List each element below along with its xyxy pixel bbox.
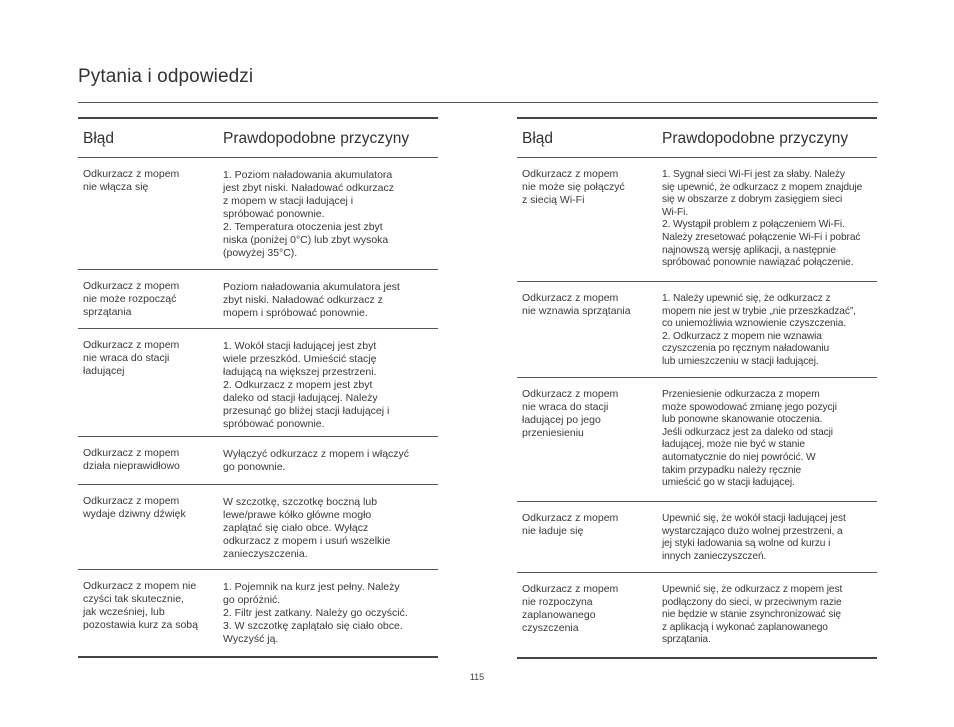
causes-cell: Upewnić się, że wokół stacji ładującej jest wystarczająco dużo wolnej przestrzeni, a jej styki ładowania są wolne od kurzu i innych zanieczyszczeń. (662, 513, 846, 562)
causes-cell: 1. Sygnał sieci Wi-Fi jest za słaby. Należy się upewnić, że odkurzacz z mopem znajduje się w obszarze z dobrym zasięgiem sieci Wi-Fi. 2. Wystąpił problem z połączeniem Wi-Fi. Należy zresetować połączenie Wi-Fi i pobrać najnowszą wersję aplikacji, a następnie spróbować ponownie nawiązać połączenie. (662, 169, 863, 269)
table-row (78, 329, 438, 437)
causes-cell: Poziom naładowania akumulatora jest zbyt niski. Naładować odkurzacz z mopem i spróbować ponownie. (223, 281, 400, 319)
header-causes: Prawdopodobne przyczyny (662, 129, 849, 147)
troubleshooting-table-right (517, 117, 877, 659)
troubleshooting-table-left (78, 117, 438, 658)
error-cell: Odkurzacz z mopem nie rozpoczyna zaplanowanego czyszczenia (522, 583, 619, 634)
causes-cell: Upewnić się, że odkurzacz z mopem jest podłączony do sieci, w przeciwnym razie nie będzie w stanie zsynchronizować się z aplikacją i wykonać zaplanowanego sprzątania. (662, 584, 843, 646)
error-cell: Odkurzacz z mopem wydaje dziwny dźwięk (83, 495, 186, 520)
table-row (517, 573, 877, 659)
table-header (517, 119, 877, 158)
table-row (78, 437, 438, 485)
table-row (517, 378, 877, 502)
table-row (517, 282, 877, 378)
causes-cell: Przeniesienie odkurzacza z mopem może spowodować zmianę jego pozycji lub ponowne skanowanie otoczenia. Jeśli odkurzacz jest za daleko od stacji ładującej, może nie być w stanie automatycznie do niej powrócić. W takim przypadku należy ręcznie umieścić go w stacji ładującej. (662, 389, 837, 489)
title-divider (78, 102, 878, 103)
error-cell: Odkurzacz z mopem działa nieprawidłowo (83, 447, 180, 472)
causes-cell: 1. Należy upewnić się, że odkurzacz z mopem nie jest w trybie „nie przeszkadzać”, co uniemożliwia wznowienie czyszczenia. 2. Odkurzacz z mopem nie wznawia czyszczenia po ręcznym naładowaniu lub umieszczeniu w stacji ładującej. (662, 293, 856, 367)
page-number: 115 (469, 672, 485, 682)
error-cell: Odkurzacz z mopem nie wraca do stacji ładującej po jego przeniesieniu (522, 388, 619, 439)
table-row (78, 158, 438, 270)
error-cell: Odkurzacz z mopem nie wznawia sprzątania (522, 292, 631, 317)
causes-cell: W szczotkę, szczotkę boczną lub lewe/prawe kółko główne mogło zaplątać się ciało obce. Wyłącz odkurzacz z mopem i usuń wszelkie zanieczyszczenia. (223, 496, 391, 560)
table-row (517, 502, 877, 573)
table-row (78, 570, 438, 658)
error-cell: Odkurzacz z mopem nie wraca do stacji ładującej (83, 339, 180, 377)
causes-cell: 1. Wokół stacji ładującej jest zbyt wiele przeszkód. Umieścić stację ładującą na większej przestrzeni. 2. Odkurzacz z mopem jest zbyt daleko od stacji ładującej. Należy przesunąć go bliżej stacji ładującej i spróbować ponownie. (223, 340, 390, 430)
header-causes: Prawdopodobne przyczyny (223, 129, 410, 147)
error-cell: Odkurzacz z mopem nie może się połączyć z siecią Wi-Fi (522, 168, 625, 206)
causes-cell: Wyłączyć odkurzacz z mopem i włączyć go ponownie. (223, 448, 410, 473)
table-row (78, 270, 438, 329)
error-cell: Odkurzacz z mopem nie może rozpocząć sprzątania (83, 280, 180, 318)
page-title: Pytania i odpowiedzi (78, 66, 254, 87)
header-error: Błąd (522, 129, 554, 147)
table-row (78, 485, 438, 570)
causes-cell: 1. Poziom naładowania akumulatora jest zbyt niski. Naładować odkurzacz z mopem w stacji ładującej i spróbować ponownie. 2. Temperatura otoczenia jest zbyt niska (poniżej 0°C) lub zbyt wysoka (powyżej 35°C). (223, 169, 394, 259)
error-cell: Odkurzacz z mopem nie czyści tak skutecznie, jak wcześniej, lub pozostawia kurz za sobą (83, 580, 198, 631)
table-row (517, 158, 877, 282)
error-cell: Odkurzacz z mopem nie włącza się (83, 168, 180, 193)
causes-cell: 1. Pojemnik na kurz jest pełny. Należy go opróżnić. 2. Filtr jest zatkany. Należy go oczyścić. 3. W szczotkę zaplątało się ciało obce. Wyczyść ją. (223, 581, 408, 645)
table-header (78, 119, 438, 158)
error-cell: Odkurzacz z mopem nie ładuje się (522, 512, 619, 537)
header-error: Błąd (83, 129, 115, 147)
